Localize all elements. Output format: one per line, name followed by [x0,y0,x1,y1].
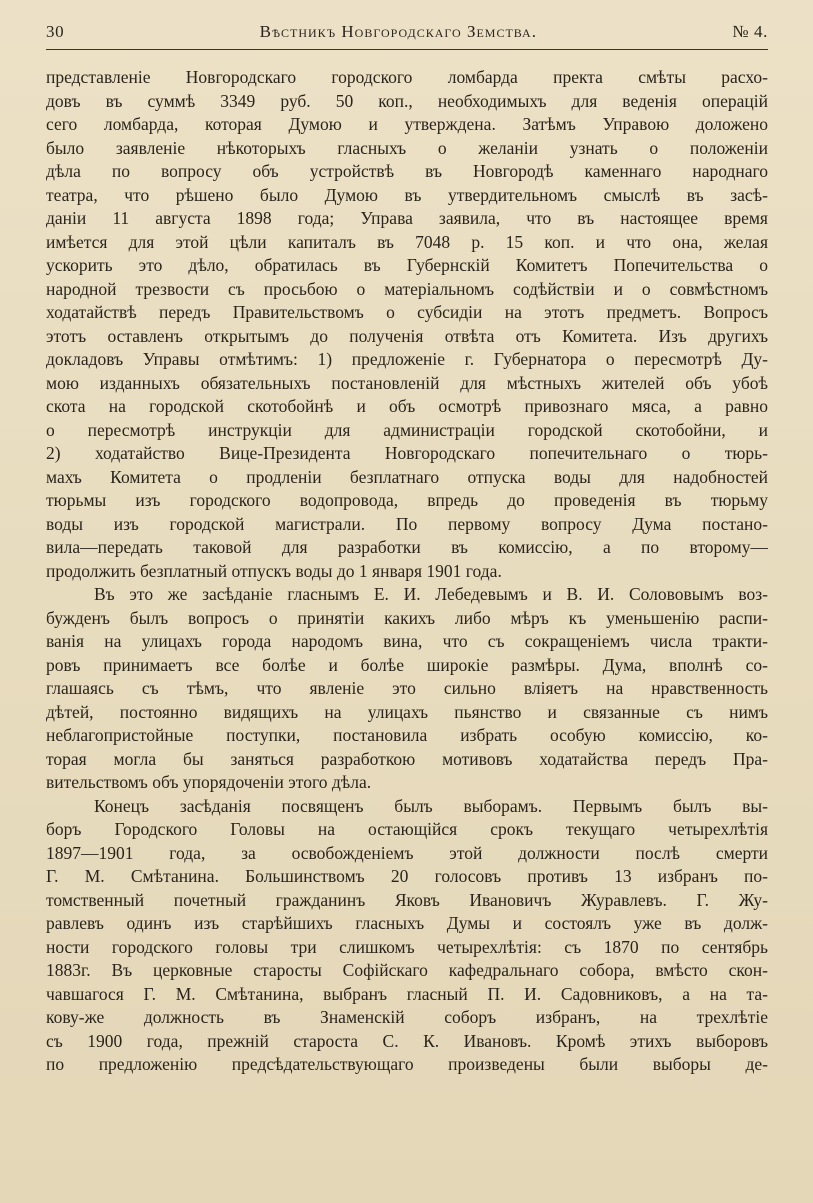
text-line: театра, что рѣшено было Думою въ утвердительномъ смыслѣ въ засѣ- [46,184,768,205]
text-line: докладовъ Управы отмѣтимъ: 1) предложеніе г. Губернатора о пересмотрѣ Ду- [46,349,768,369]
header-rule [46,49,768,50]
text-line: бужденъ былъ вопросъ о принятіи какихъ либо мѣръ къ уменьшенію распи- [46,607,768,628]
text-line: было заявленіе нѣкоторыхъ гласныхъ о желаніи узнать о положеніи [46,137,768,158]
text-line: вила—передать таковой для разработки въ комиссію, а по второму— [46,537,768,557]
text-line: вительствомъ объ упорядоченіи этого дѣла. [46,772,372,792]
text-line: даніи 11 августа 1898 года; Управа заявила, что въ настоящее время [46,208,768,228]
text-line: продолжить безплатный отпускъ воды до 1 января 1901 года. [46,560,502,581]
text-line: по предложенію предсѣдательствующаго произведены были выборы де- [46,1054,768,1074]
text-line: махъ Комитета о продленіи безплатнаго отпуска воды для надобностей [46,466,768,487]
page-number: 30 [46,22,65,41]
page-header [46,22,768,48]
text-line: ускорить это дѣло, обратилась въ Губернскій Комитетъ Попечительства о [46,255,768,275]
text-line: народной трезвости съ просьбою о матеріальномъ содѣйствіи и о совмѣстномъ [46,278,768,299]
text-line: боръ Городского Головы на остающійся срокъ текущаго четырехлѣтія [46,819,768,839]
text-line: равлевъ одинъ изъ старѣйшихъ гласныхъ Думы и состоялъ уже въ долж- [46,913,768,933]
text-line: ности городского головы три слишкомъ четырехлѣтія: съ 1870 по сентябрь [46,936,768,957]
text-line: имѣется для этой цѣли капиталъ въ 7048 р. 15 коп. и что она, желая [46,231,768,252]
text-line: Въ это же засѣданіе гласнымъ Е. И. Лебедевымъ и В. И. Солововымъ воз- [94,584,768,604]
text-line: мою изданныхъ обязательныхъ постановленій для мѣстныхъ жителей объ убоѣ [46,372,768,393]
text-line: 2) ходатайство Вице-Президента Новгородскаго попечительнаго о тюрь- [46,443,768,463]
text-line: сего ломбарда, которая Думою и утверждена. Затѣмъ Управою доложено [46,114,768,134]
text-line: Г. М. Смѣтанина. Большинствомъ 20 голосовъ противъ 13 избранъ по- [46,866,768,886]
body-text [46,66,768,1077]
text-line: представленіе Новгородскаго городского ломбарда пректа смѣты расхо- [46,67,768,87]
text-line: неблагопристойные поступки, постановила избрать особую комиссію, ко- [46,725,768,745]
text-line: ванія на улицахъ города народомъ вина, что съ сокращеніемъ числа тракти- [46,631,768,651]
text-line: кову-же должность въ Знаменскій соборъ избранъ, на трехлѣтіе [46,1007,768,1027]
text-line: Конецъ засѣданія посвященъ былъ выборамъ. Первымъ былъ вы- [94,795,768,816]
text-line: 1883г. Въ церковные старосты Софійскаго кафедральнаго собора, вмѣсто скон- [46,960,768,980]
text-line: воды изъ городской магистрали. По первому вопросу Дума постано- [46,513,768,534]
text-line: ровъ принимаетъ все болѣе и болѣе широкіе размѣры. Дума, вполнѣ со- [46,654,768,675]
text-line: дѣла по вопросу объ устройствѣ въ Новгородѣ каменнаго народнаго [46,161,768,181]
text-line: довъ въ суммѣ 3349 руб. 50 коп., необходимыхъ для веденія операцій [46,90,768,111]
text-line: тюрьмы изъ городского водопровода, впредь до проведенія въ тюрьму [46,490,768,510]
text-line: чавшагося Г. М. Смѣтанина, выбранъ гласный П. И. Садовниковъ, а на та- [46,983,768,1004]
text-line: глашаясь съ тѣмъ, что явленіе это сильно вліяетъ на нравственность [46,678,768,698]
text-line: 1897—1901 года, за освобожденіемъ этой должности послѣ смерти [46,842,768,863]
text-line: этотъ оставленъ открытымъ до полученія отвѣта отъ Комитета. Изъ другихъ [46,325,768,346]
journal-title: Вѣстникъ Новгородскаго Земства. [259,22,537,41]
text-line: ходатайствѣ передъ Правительствомъ о субсидіи на этотъ предметъ. Вопросъ [46,302,768,322]
text-line: скота на городской скотобойнѣ и объ осмотрѣ привознаго мяса, а равно [46,396,768,416]
text-line: о пересмотрѣ инструкціи для администраціи городской скотобойни, и [46,419,768,440]
issue-number: № 4. [732,22,768,41]
text-line: торая могла бы заняться разработкою мотивовъ ходатайства передъ Пра- [46,748,768,769]
text-line: томственный почетный гражданинъ Яковъ Ивановичъ Журавлевъ. Г. Жу- [46,889,768,910]
text-line: дѣтей, постоянно видящихъ на улицахъ пьянство и связанные съ нимъ [46,701,768,722]
text-line: съ 1900 года, прежній староста С. К. Ивановъ. Кромѣ этихъ выборовъ [46,1030,768,1051]
